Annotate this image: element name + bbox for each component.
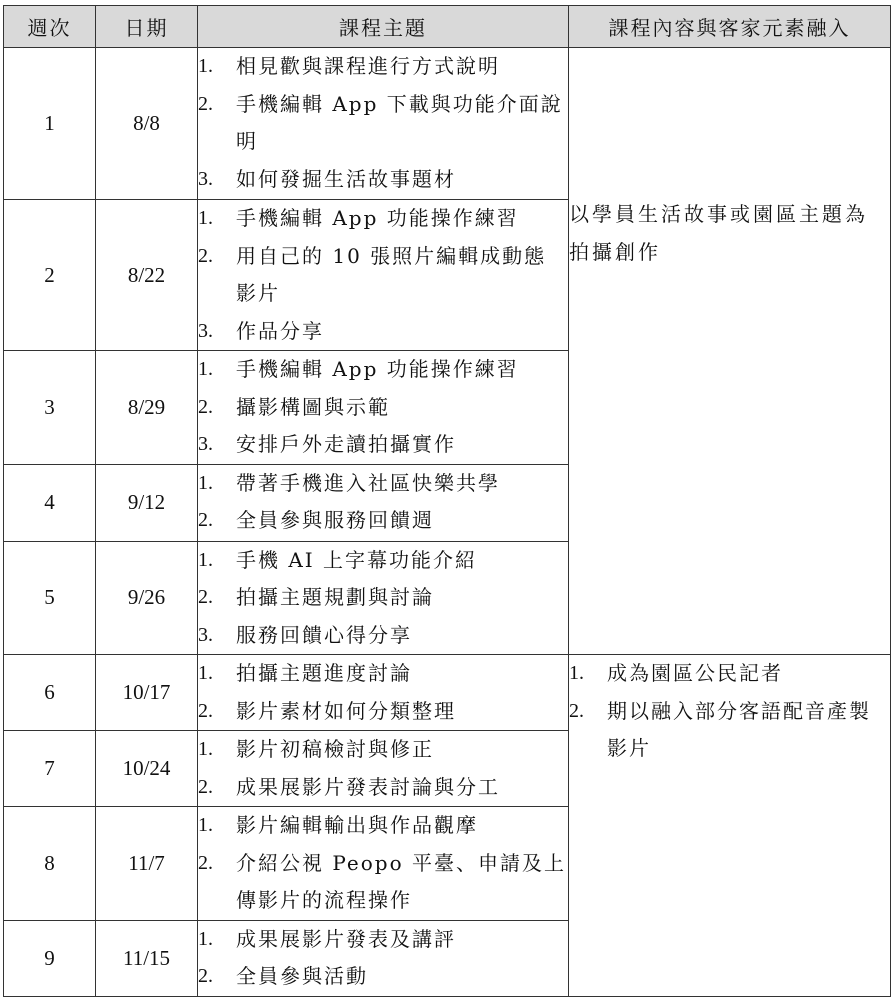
content-text: 以學員生活故事或園區主題為拍攝創作 bbox=[569, 202, 868, 264]
list-item: 2. 全員參與服務回饋週 bbox=[198, 508, 434, 532]
week-cell: 5 bbox=[4, 541, 96, 655]
list-item: 2. 影片素材如何分類整理 bbox=[198, 698, 456, 723]
content-cell-group1 bbox=[569, 48, 891, 655]
list-item: 1. 相見歡與課程進行方式說明 bbox=[198, 54, 500, 78]
date-cell: 8/8 bbox=[96, 48, 198, 200]
week-cell: 2 bbox=[4, 200, 96, 351]
date-cell: 9/26 bbox=[96, 541, 198, 655]
list-item: 1. 拍攝主題進度討論 bbox=[198, 661, 412, 685]
content-cell-group2 bbox=[569, 655, 891, 997]
date-cell: 8/22 bbox=[96, 200, 198, 351]
list-item: 1. 手機編輯 App 功能操作練習 bbox=[198, 357, 519, 381]
week-cell: 6 bbox=[4, 655, 96, 731]
topic-cell bbox=[198, 655, 569, 731]
header-date: 日期 bbox=[96, 6, 198, 48]
header-week: 週次 bbox=[4, 6, 96, 48]
date-cell: 10/17 bbox=[96, 655, 198, 731]
list-item: 3. 安排戶外走讀拍攝實作 bbox=[198, 432, 456, 456]
list-item: 1. 影片編輯輸出與作品觀摩 bbox=[198, 813, 478, 837]
list-item: 3. 如何發掘生活故事題材 bbox=[198, 166, 456, 191]
topic-cell bbox=[198, 807, 569, 921]
list-item: 1. 成為園區公民記者 bbox=[569, 661, 783, 685]
list-item: 1. 成果展影片發表及講評 bbox=[198, 926, 456, 951]
list-item: 2. 介紹公視 Peopo 平臺、申請及上傳影片的流程操作 bbox=[198, 850, 566, 912]
topic-cell bbox=[198, 541, 569, 655]
week-cell: 8 bbox=[4, 807, 96, 921]
list-item: 2. 全員參與活動 bbox=[198, 964, 368, 988]
date-cell: 9/12 bbox=[96, 464, 198, 541]
list-item: 3. 作品分享 bbox=[198, 318, 324, 343]
topic-cell bbox=[198, 464, 569, 541]
topic-list bbox=[198, 731, 568, 806]
topic-cell bbox=[198, 731, 569, 807]
list-item: 2. 手機編輯 App 下載與功能介面說明 bbox=[198, 91, 563, 153]
list-item: 2. 用自己的 10 張照片編輯成動態影片 bbox=[198, 243, 547, 305]
topic-list bbox=[198, 542, 568, 655]
week-cell: 4 bbox=[4, 464, 96, 541]
list-item: 1. 手機編輯 App 功能操作練習 bbox=[198, 206, 519, 230]
topic-cell bbox=[198, 48, 569, 200]
topic-cell bbox=[198, 351, 569, 465]
week-cell: 1 bbox=[4, 48, 96, 200]
course-schedule-table bbox=[3, 5, 891, 997]
list-item: 2. 期以融入部分客語配音產製影片 bbox=[569, 698, 871, 760]
week-cell: 3 bbox=[4, 351, 96, 465]
topic-cell bbox=[198, 200, 569, 351]
topic-list bbox=[198, 465, 568, 540]
date-cell: 10/24 bbox=[96, 731, 198, 807]
topic-list bbox=[198, 807, 568, 920]
list-item: 1. 手機 AI 上字幕功能介紹 bbox=[198, 547, 478, 572]
list-item: 2. 攝影構圖與示範 bbox=[198, 394, 390, 419]
topic-list bbox=[198, 351, 568, 464]
date-cell: 8/29 bbox=[96, 351, 198, 465]
list-item: 1. 帶著手機進入社區快樂共學 bbox=[198, 470, 500, 495]
table-row bbox=[4, 48, 891, 200]
week-cell: 7 bbox=[4, 731, 96, 807]
topic-list bbox=[198, 655, 568, 730]
topic-list bbox=[198, 48, 568, 198]
week-cell: 9 bbox=[4, 920, 96, 996]
topic-list bbox=[198, 200, 568, 350]
header-row bbox=[4, 6, 891, 48]
topic-cell bbox=[198, 920, 569, 996]
list-item: 2. 拍攝主題規劃與討論 bbox=[198, 585, 434, 609]
table-row bbox=[4, 655, 891, 731]
topic-list bbox=[198, 921, 568, 996]
header-content: 課程內容與客家元素融入 bbox=[569, 6, 891, 48]
list-item: 1. 影片初稿檢討與修正 bbox=[198, 737, 434, 761]
date-cell: 11/7 bbox=[96, 807, 198, 921]
content-list bbox=[569, 655, 890, 768]
date-cell: 11/15 bbox=[96, 920, 198, 996]
list-item: 2. 成果展影片發表討論與分工 bbox=[198, 774, 500, 799]
header-topic: 課程主題 bbox=[198, 6, 569, 48]
list-item: 3. 服務回饋心得分享 bbox=[198, 622, 412, 647]
